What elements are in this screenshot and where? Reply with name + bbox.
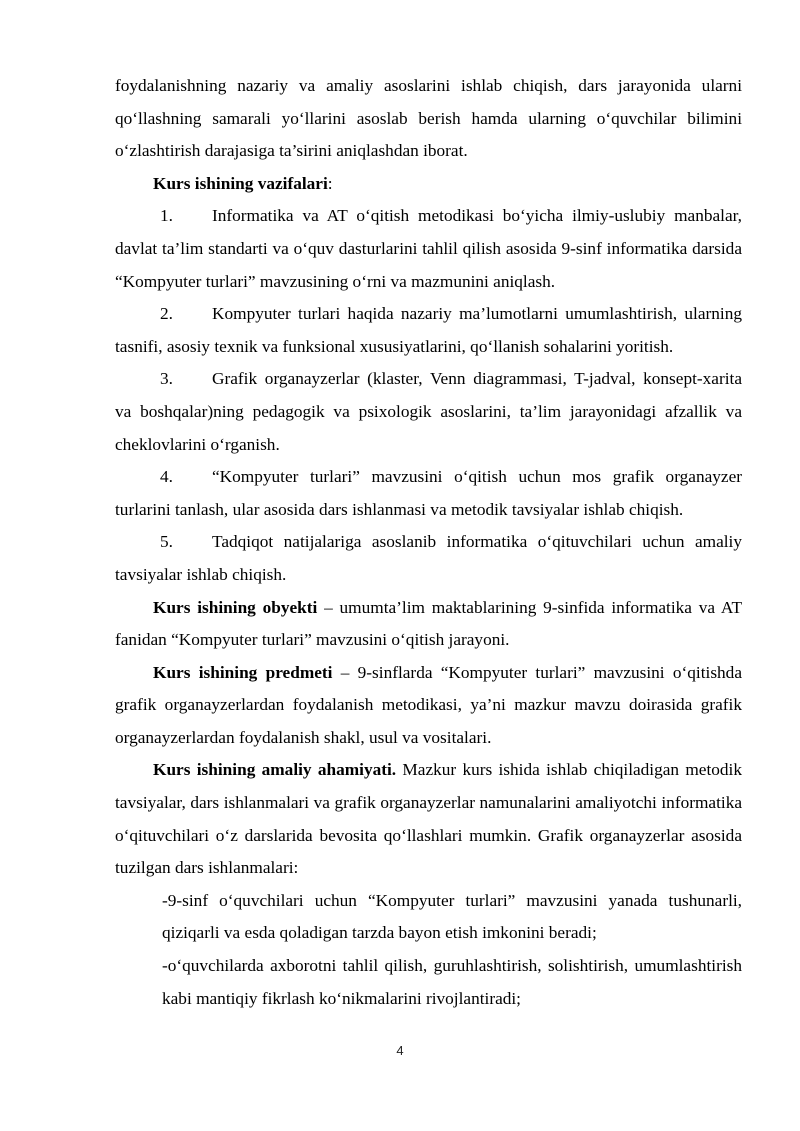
task-number: 4.: [160, 467, 173, 487]
tasks-heading-label: Kurs ishining vazifalari: [153, 173, 328, 193]
task-text: Grafik organayzerlar (klaster, Venn diagrammasi, T-jadval, konsept-xarita va boshqalar)ning pedagogik va psixologik asoslarini, ta’lim jarayonidagi afzallik va cheklovlarini o‘rganish.: [115, 369, 742, 454]
task-number: 3.: [160, 369, 173, 389]
task-number: 5.: [160, 532, 173, 552]
task-item-1: [115, 200, 742, 298]
tasks-heading: [115, 168, 742, 201]
intro-paragraph: foydalanishning nazariy va amaliy asoslarini ishlab chiqish, dars jarayonida ularni qo‘llashning samarali yo‘llarini asoslab berish hamda ularning o‘quvchilar bilimini o‘zlashtirish darajasiga ta’sirini aniqlashdan iborat.: [115, 76, 742, 161]
task-number: 1.: [160, 206, 173, 226]
subject-label: Kurs ishining predmeti: [153, 662, 333, 682]
subject-paragraph: [115, 657, 742, 755]
task-item-3: [115, 363, 742, 461]
object-label: Kurs ishining obyekti: [153, 597, 318, 617]
subject-text: – 9-sinflarda “Kompyuter turlari” mavzusini o‘qitishda grafik organayzerlardan foydalanish metodikasi, ya’ni mazkur mavzu doirasida grafik organayzerlardan foydalanish shakl, usul va vositalari.: [115, 662, 742, 747]
practical-label: Kurs ishining amaliy ahamiyati.: [153, 760, 397, 780]
task-text: Kompyuter turlari haqida nazariy ma’lumotlarni umumlashtirish, ularning tasnifi, asosiy texnik va funksional xususiyatlarini, qo‘llanish sohalarini yoritish.: [115, 304, 742, 356]
practical-paragraph: [115, 754, 742, 884]
task-text: Informatika va AT o‘qitish metodikasi bo‘yicha ilmiy-uslubiy manbalar, davlat ta’lim standarti va o‘quv dasturlarini tahlil qilish asosida 9-sinf informatika darsida “Kompyuter turlari” mavzusining o‘rni va mazmunini aniqlash.: [115, 206, 742, 291]
task-item-5: [115, 526, 742, 591]
bullet-item-1: -9-sinf o‘quvchilari uchun “Kompyuter turlari” mavzusini yanada tushunarli, qiziqarli va esda qoladigan tarzda bayon etish imkonini beradi;: [162, 890, 742, 943]
object-paragraph: [115, 592, 742, 657]
task-text: “Kompyuter turlari” mavzusini o‘qitish uchun mos grafik organayzer turlarini tanlash, ular asosida dars ishlanmasi va metodik tavsiyalar ishlab chiqish.: [115, 467, 742, 519]
bullet-item-2: -o‘quvchilarda axborotni tahlil qilish, guruhlashtirish, solishtirish, umumlashtirish kabi mantiqiy fikrlash ko‘nikmalarini rivojlantiradi;: [162, 956, 742, 1008]
task-item-2: [115, 298, 742, 363]
task-text: Tadqiqot natijalariga asoslanib informatika o‘qituvchilari uchun amaliy tavsiyalar ishlab chiqish.: [115, 532, 742, 584]
task-number: 2.: [160, 304, 173, 324]
document-page: [115, 70, 742, 1015]
task-item-4: [115, 461, 742, 526]
tasks-heading-colon: :: [327, 173, 333, 193]
page-number: 4: [396, 1043, 404, 1058]
object-text: – umumta’lim maktablarining 9-sinfida informatika va AT fanidan “Kompyuter turlari” mavzusini o‘qitish jarayoni.: [115, 597, 742, 650]
practical-text: Mazkur kurs ishida ishlab chiqiladigan metodik tavsiyalar, dars ishlanmalari va grafik organayzerlar namunalarini amaliyotchi informatika o‘qituvchilari o‘z darslarida bevosita qo‘llashlari mumkin. Grafik organayzerlar asosida tuzilgan dars ishlanmalari:: [115, 760, 742, 878]
